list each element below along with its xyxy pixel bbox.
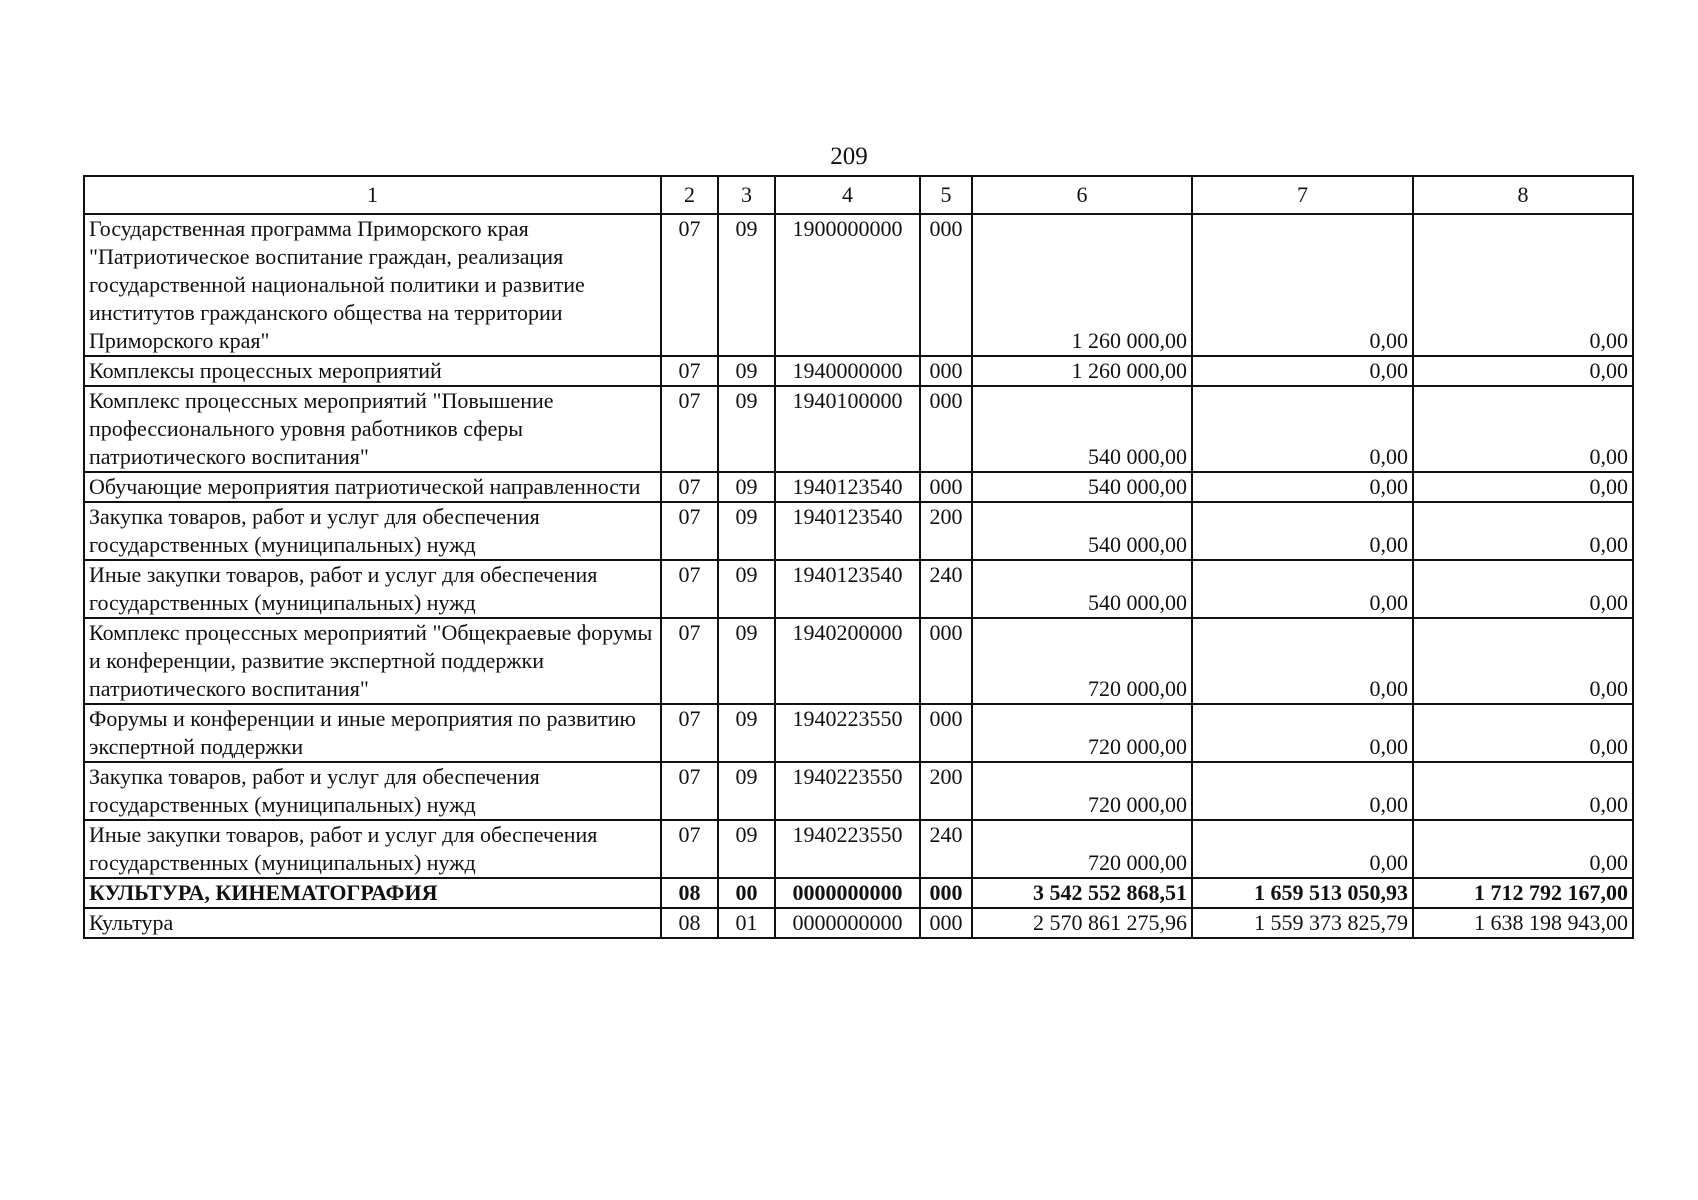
- target-article-code: 1900000000: [775, 214, 920, 356]
- target-article-code: 1940123540: [775, 502, 920, 560]
- amount-col-6: 720 000,00: [972, 762, 1192, 820]
- subsection-code: 09: [718, 502, 775, 560]
- row-name: Комплексы процессных мероприятий: [84, 356, 661, 386]
- target-article-code: 0000000000: [775, 908, 920, 938]
- target-article-code: 1940223550: [775, 704, 920, 762]
- target-article-code: 1940223550: [775, 820, 920, 878]
- amount-col-8: 1 712 792 167,00: [1413, 878, 1633, 908]
- table-row: [84, 704, 1633, 762]
- section-code: 07: [661, 472, 718, 502]
- subsection-code: 09: [718, 820, 775, 878]
- expense-type-code: 000: [920, 386, 972, 472]
- table-row: [84, 908, 1633, 938]
- amount-col-7: 0,00: [1192, 560, 1413, 618]
- amount-col-7: 0,00: [1192, 704, 1413, 762]
- table-row: [84, 502, 1633, 560]
- amount-col-8: 0,00: [1413, 618, 1633, 704]
- table-row: [84, 356, 1633, 386]
- amount-col-7: 1 659 513 050,93: [1192, 878, 1413, 908]
- amount-col-8: 0,00: [1413, 704, 1633, 762]
- section-code: 07: [661, 502, 718, 560]
- page-number: 209: [830, 143, 868, 170]
- amount-col-6: 720 000,00: [972, 618, 1192, 704]
- subsection-code: 00: [718, 878, 775, 908]
- amount-col-8: 1 638 198 943,00: [1413, 908, 1633, 938]
- amount-col-8: 0,00: [1413, 502, 1633, 560]
- section-code: 07: [661, 820, 718, 878]
- expense-type-code: 000: [920, 356, 972, 386]
- row-name: Закупка товаров, работ и услуг для обеспечения государственных (муниципальных) нужд: [84, 762, 661, 820]
- expense-type-code: 240: [920, 560, 972, 618]
- amount-col-6: 1 260 000,00: [972, 214, 1192, 356]
- row-name: Иные закупки товаров, работ и услуг для обеспечения государственных (муниципальных) нужд: [84, 820, 661, 878]
- column-header: 3: [718, 176, 775, 214]
- amount-col-8: 0,00: [1413, 386, 1633, 472]
- table-row: [84, 762, 1633, 820]
- row-name: Форумы и конференции и иные мероприятия по развитию экспертной поддержки: [84, 704, 661, 762]
- target-article-code: 1940123540: [775, 560, 920, 618]
- expense-type-code: 200: [920, 502, 972, 560]
- table-row: [84, 820, 1633, 878]
- subsection-code: 09: [718, 704, 775, 762]
- expense-type-code: 000: [920, 618, 972, 704]
- target-article-code: 1940100000: [775, 386, 920, 472]
- column-header: 4: [775, 176, 920, 214]
- amount-col-6: 540 000,00: [972, 386, 1192, 472]
- amount-col-7: 0,00: [1192, 472, 1413, 502]
- expense-type-code: 240: [920, 820, 972, 878]
- amount-col-6: 3 542 552 868,51: [972, 878, 1192, 908]
- budget-table: [83, 175, 1634, 939]
- row-name: Государственная программа Приморского края "Патриотическое воспитание граждан, реализация государственной национальной политики и развитие институтов гражданского общества на территории Приморского края": [84, 214, 661, 356]
- header-row: [84, 176, 1633, 214]
- amount-col-6: 1 260 000,00: [972, 356, 1192, 386]
- column-header: 6: [972, 176, 1192, 214]
- expense-type-code: 000: [920, 472, 972, 502]
- subsection-code: 09: [718, 618, 775, 704]
- amount-col-7: 0,00: [1192, 820, 1413, 878]
- subsection-code: 09: [718, 560, 775, 618]
- section-code: 07: [661, 214, 718, 356]
- row-name: Закупка товаров, работ и услуг для обеспечения государственных (муниципальных) нужд: [84, 502, 661, 560]
- amount-col-6: 540 000,00: [972, 560, 1192, 618]
- table-row: [84, 560, 1633, 618]
- expense-type-code: 000: [920, 704, 972, 762]
- amount-col-8: 0,00: [1413, 560, 1633, 618]
- column-header: 1: [84, 176, 661, 214]
- target-article-code: 1940223550: [775, 762, 920, 820]
- table-row: [84, 618, 1633, 704]
- row-name: Культура: [84, 908, 661, 938]
- section-code: 08: [661, 908, 718, 938]
- section-code: 07: [661, 356, 718, 386]
- subsection-code: 09: [718, 386, 775, 472]
- row-name: Обучающие мероприятия патриотической направленности: [84, 472, 661, 502]
- amount-col-8: 0,00: [1413, 356, 1633, 386]
- subsection-code: 01: [718, 908, 775, 938]
- amount-col-6: 720 000,00: [972, 704, 1192, 762]
- subsection-code: 09: [718, 472, 775, 502]
- amount-col-6: 540 000,00: [972, 502, 1192, 560]
- amount-col-7: 0,00: [1192, 618, 1413, 704]
- target-article-code: 1940200000: [775, 618, 920, 704]
- section-code: 08: [661, 878, 718, 908]
- section-code: 07: [661, 704, 718, 762]
- amount-col-8: 0,00: [1413, 214, 1633, 356]
- amount-col-6: 720 000,00: [972, 820, 1192, 878]
- amount-col-8: 0,00: [1413, 472, 1633, 502]
- subsection-code: 09: [718, 214, 775, 356]
- column-header: 5: [920, 176, 972, 214]
- expense-type-code: 000: [920, 214, 972, 356]
- section-code: 07: [661, 618, 718, 704]
- subsection-code: 09: [718, 762, 775, 820]
- amount-col-7: 0,00: [1192, 356, 1413, 386]
- amount-col-7: 0,00: [1192, 386, 1413, 472]
- row-name: КУЛЬТУРА, КИНЕМАТОГРАФИЯ: [84, 878, 661, 908]
- table-row: [84, 386, 1633, 472]
- row-name: Иные закупки товаров, работ и услуг для обеспечения государственных (муниципальных) нужд: [84, 560, 661, 618]
- amount-col-6: 540 000,00: [972, 472, 1192, 502]
- target-article-code: 1940123540: [775, 472, 920, 502]
- section-code: 07: [661, 386, 718, 472]
- table-row: [84, 214, 1633, 356]
- amount-col-8: 0,00: [1413, 762, 1633, 820]
- amount-col-7: 1 559 373 825,79: [1192, 908, 1413, 938]
- section-code: 07: [661, 560, 718, 618]
- amount-col-7: 0,00: [1192, 502, 1413, 560]
- amount-col-8: 0,00: [1413, 820, 1633, 878]
- table-row-section-total: [84, 878, 1633, 908]
- target-article-code: 0000000000: [775, 878, 920, 908]
- column-header: 8: [1413, 176, 1633, 214]
- amount-col-7: 0,00: [1192, 762, 1413, 820]
- table-row: [84, 472, 1633, 502]
- column-header: 7: [1192, 176, 1413, 214]
- expense-type-code: 000: [920, 878, 972, 908]
- column-header: 2: [661, 176, 718, 214]
- target-article-code: 1940000000: [775, 356, 920, 386]
- expense-type-code: 200: [920, 762, 972, 820]
- row-name: Комплекс процессных мероприятий "Общекраевые форумы и конференции, развитие экспертной поддержки патриотического воспитания": [84, 618, 661, 704]
- amount-col-7: 0,00: [1192, 214, 1413, 356]
- row-name: Комплекс процессных мероприятий "Повышение профессионального уровня работников сферы патриотического воспитания": [84, 386, 661, 472]
- expense-type-code: 000: [920, 908, 972, 938]
- amount-col-6: 2 570 861 275,96: [972, 908, 1192, 938]
- subsection-code: 09: [718, 356, 775, 386]
- section-code: 07: [661, 762, 718, 820]
